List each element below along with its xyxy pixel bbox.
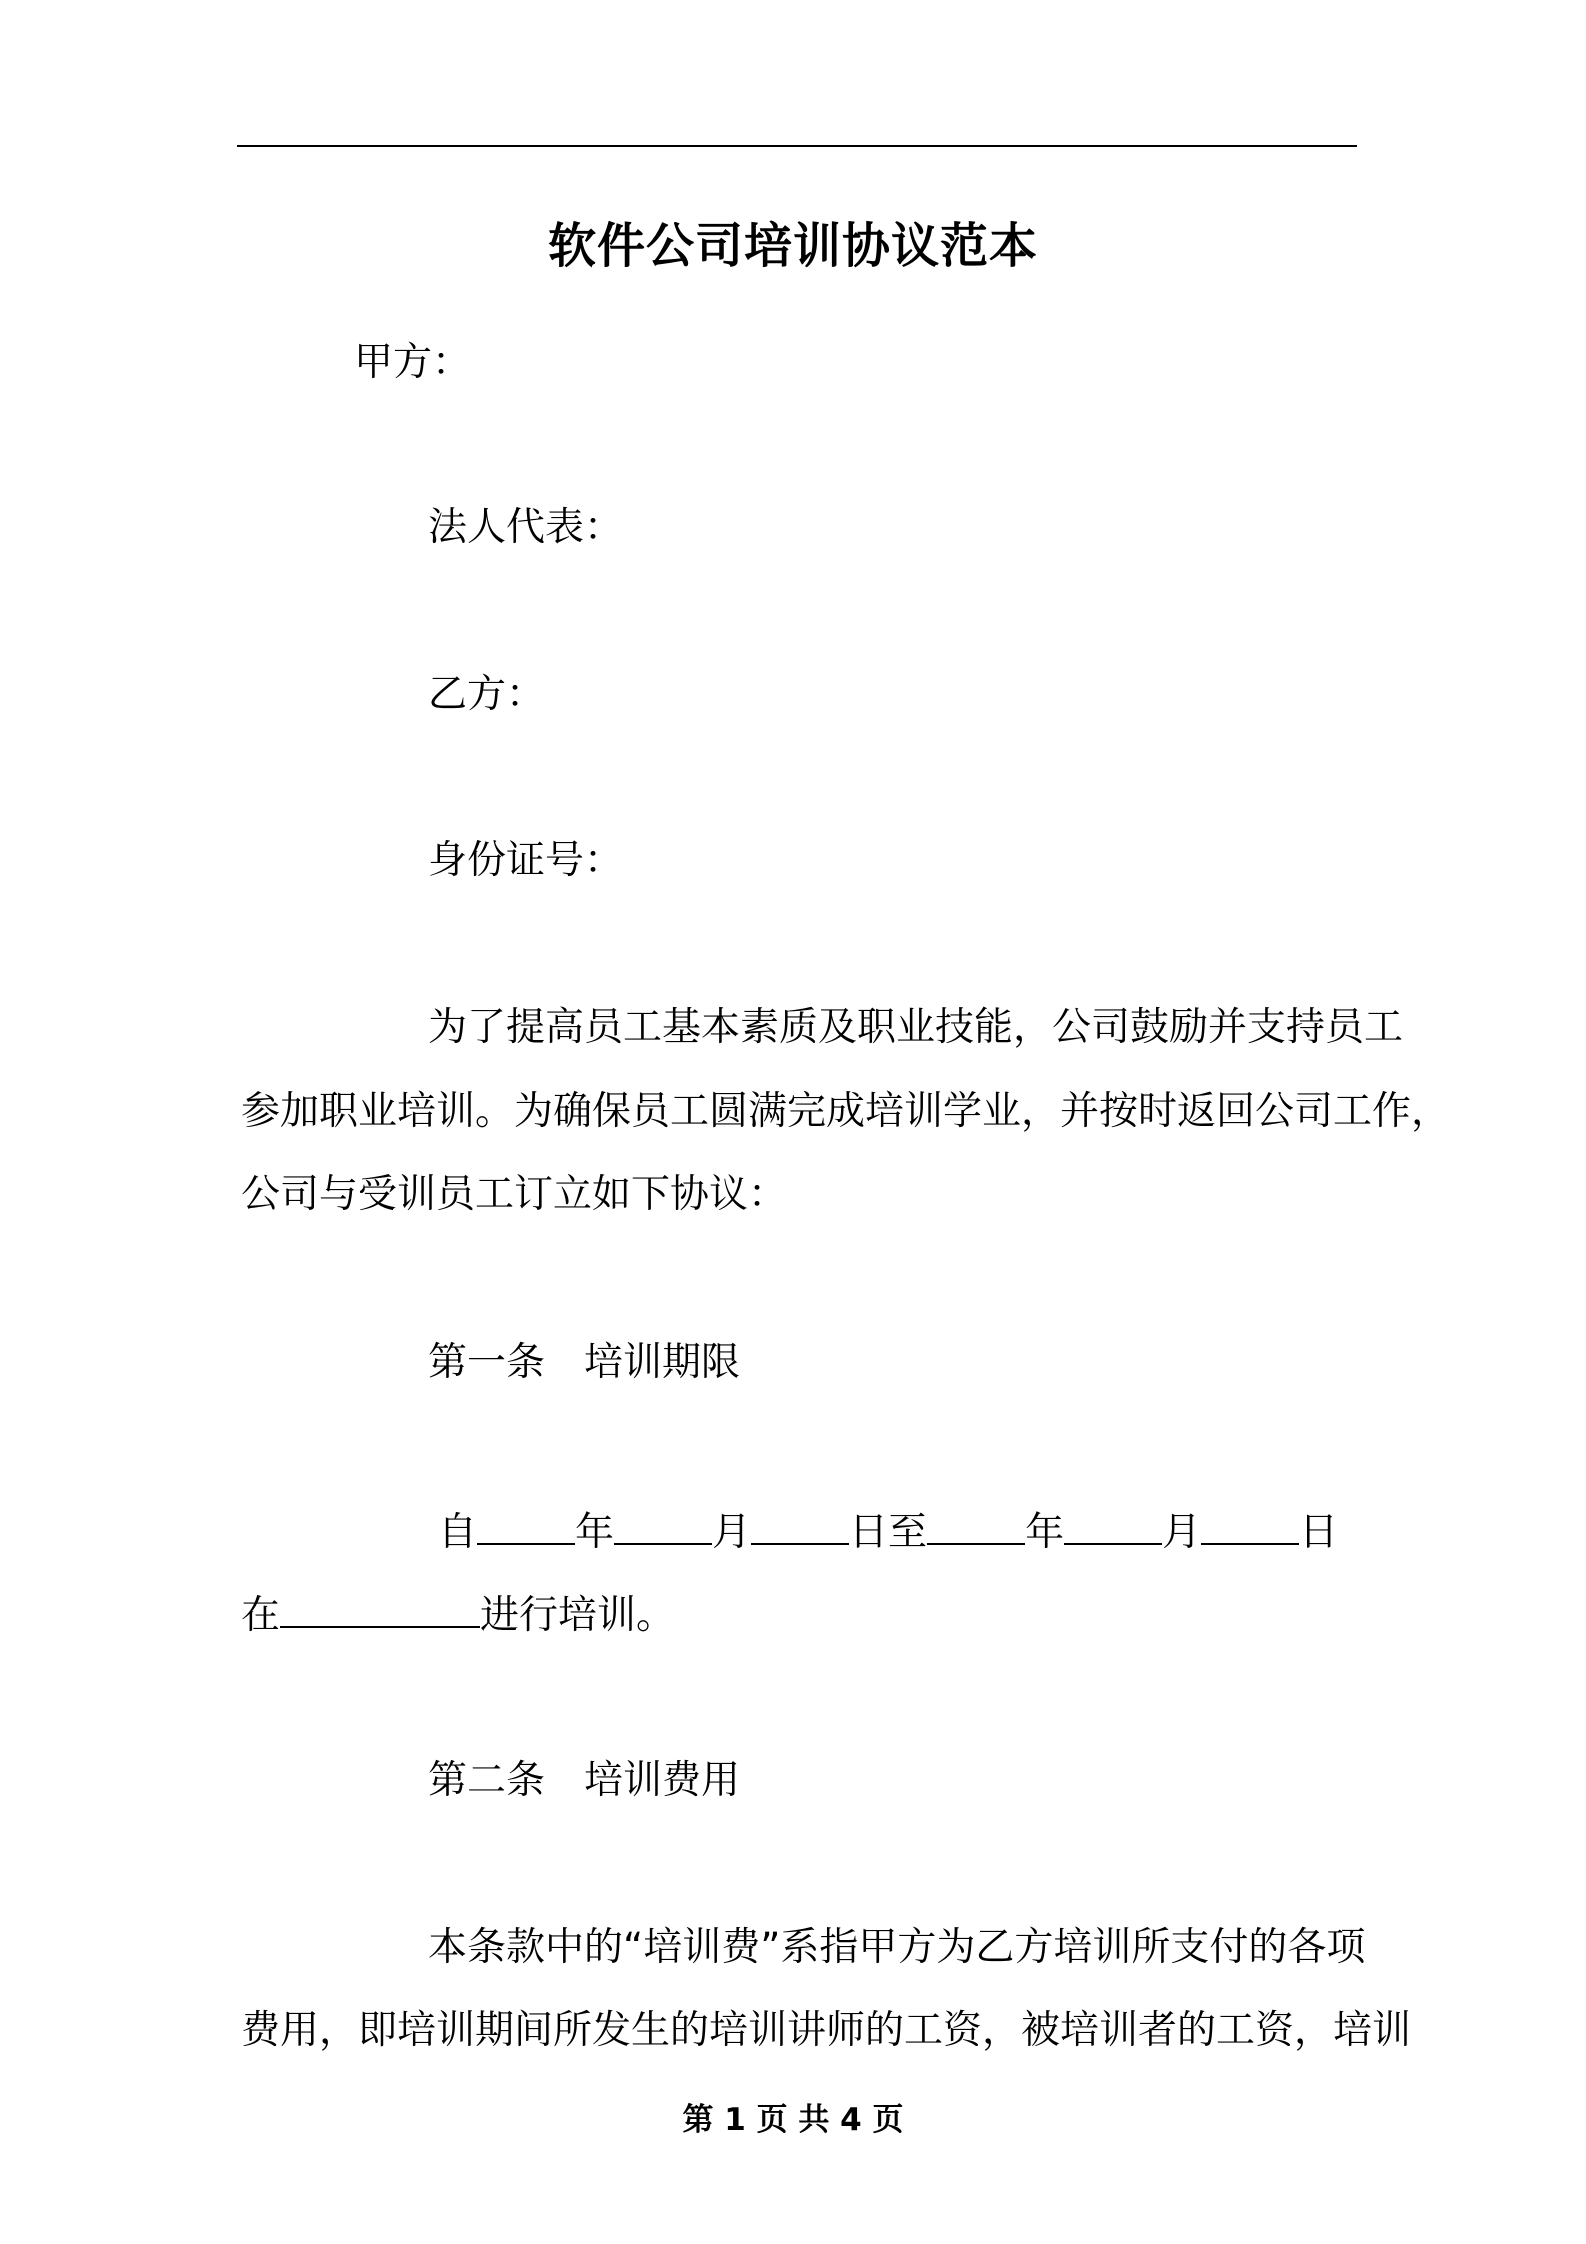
blank-day-1 <box>751 1507 849 1545</box>
day-2-text: 日 <box>1299 1510 1339 1555</box>
party-b-label: 乙方： <box>428 672 546 717</box>
blank-month-1 <box>614 1507 712 1545</box>
legal-rep-label: 法人代表： <box>428 505 624 550</box>
article-2-line-1: 本条款中的“培训费”系指甲方为乙方培训所支付的各项 <box>428 1925 1366 1970</box>
intro-line-2: 参加职业培训。为确保员工圆满完成培训学业，并按时返回公司工作， <box>241 1089 1451 1134</box>
article-1-location-line <box>241 1590 675 1640</box>
header-rule <box>237 145 1357 147</box>
article-1-date-line <box>438 1507 1338 1557</box>
id-number-label: 身份证号： <box>428 838 624 883</box>
month-2-text: 月 <box>1162 1510 1202 1555</box>
document-title: 软件公司培训协议范本 <box>547 218 1038 274</box>
day-to-text: 日至 <box>849 1510 928 1555</box>
blank-location <box>280 1590 480 1628</box>
blank-month-2 <box>1064 1507 1162 1545</box>
article-2-line-2: 费用，即培训期间所发生的培训讲师的工资，被培训者的工资，培训 <box>241 2008 1412 2053</box>
party-a-label: 甲方： <box>354 340 472 385</box>
intro-line-3: 公司与受训员工订立如下协议： <box>241 1172 788 1217</box>
blank-year-1 <box>477 1507 575 1545</box>
month-1-text: 月 <box>712 1510 752 1555</box>
year-2-text: 年 <box>1025 1510 1065 1555</box>
article-2-heading: 第二条 培训费用 <box>428 1758 741 1803</box>
blank-year-2 <box>927 1507 1025 1545</box>
blank-day-2 <box>1201 1507 1299 1545</box>
location-suffix-text: 进行培训。 <box>480 1593 676 1638</box>
location-prefix-text: 在 <box>241 1593 281 1638</box>
year-1-text: 年 <box>575 1510 615 1555</box>
article-1-heading: 第一条 培训期限 <box>428 1340 741 1385</box>
page-indicator: 第 1 页 共 4 页 <box>682 2102 904 2138</box>
date-from-text: 自 <box>438 1510 478 1555</box>
intro-line-1: 为了提高员工基本素质及职业技能，公司鼓励并支持员工 <box>428 1005 1404 1050</box>
